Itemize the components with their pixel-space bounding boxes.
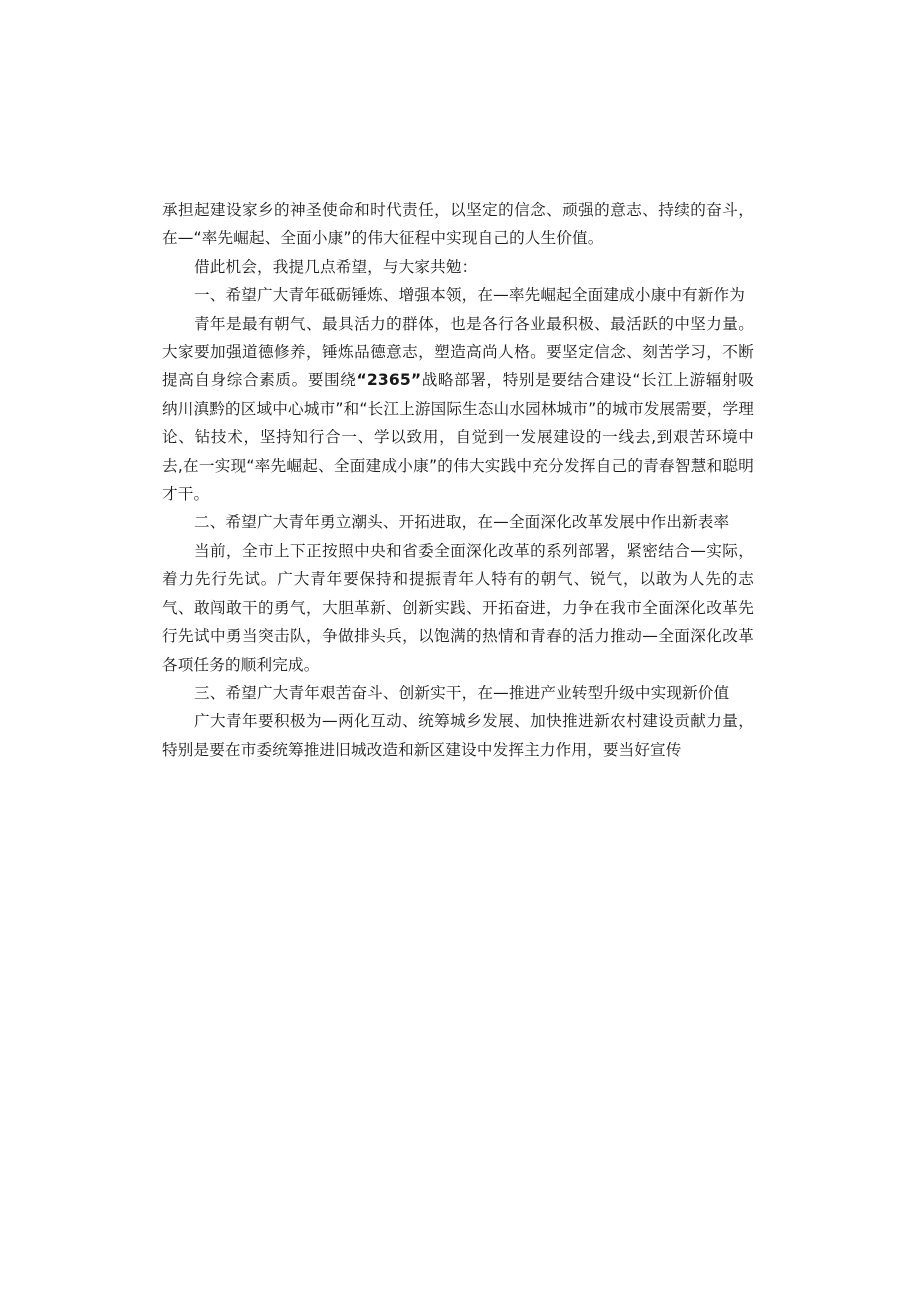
paragraph-youth-section-3: 广大青年要积极为—两化互动、统筹城乡发展、加快推进新农村建设贡献力量，特别是要在市委统筹推进旧城改造和新区建设中发挥主力作用，要当好宣传 (162, 712, 754, 759)
paragraph-youth-section-1 (162, 310, 754, 509)
section-heading-3: 三、希望广大青年艰苦奋斗、创新实干，在—推进产业转型升级中实现新价值 (194, 683, 730, 702)
paragraph-youth-section-2: 当前，全市上下正按照中央和省委全面深化改革的系列部署，紧密结合—实际，着力先行先试。广大青年要保持和提振青年人特有的朝气、锐气，以敢为人先的志气、敢闯敢干的勇气，大胆革新、创新实践、开拓奋进，力争在我市全面深化改革先行先试中勇当突击队，争做排头兵，以饱满的热情和青春的活力推动—全面深化改革各项任务的顺利完成。 (162, 541, 754, 674)
paragraph-text-before-strategy: 青年是最有朝气、最具活力的群体，也是各行各业最积极、最活跃的中坚力量。大家要加强道德修养，锤炼品德意志，塑造高尚人格。要坚定信念、刻苦学习，不断提高自身综合素质。要围绕 (162, 314, 754, 390)
paragraph-opportunity: 借此机会，我提几点希望，与大家共勉： (194, 257, 478, 276)
section-heading-2: 二、希望广大青年勇立潮头、开拓进取，在—全面深化改革发展中作出新表率 (194, 513, 730, 532)
strategy-code-highlight: “2365” (356, 371, 422, 390)
paragraph-intro: 承担起建设家乡的神圣使命和时代责任，以坚定的信念、顽强的意志、持续的奋斗，在—“率先崛起、全面小康”的伟大征程中实现自己的人生价值。 (162, 201, 754, 248)
section-heading-1: 一、希望广大青年砥砺锤炼、增强本领，在—率先崛起全面建成小康中有新作为 (194, 286, 746, 305)
paragraph-text-after-strategy: 战略部署，特别是要结合建设“长江上游辐射吸纳川滇黔的区域中心城市”和“长江上游国际生态山水园林城市”的城市发展需要，学理论、钻技术，坚持知行合一、学以致用，自觉到一发展建设的一线去,到艰苦环境中去,在一实现“率先崛起、全面建成小康”的伟大实践中充分发挥自己的青春智慧和聪明才干。 (162, 371, 754, 504)
document-body (162, 196, 754, 764)
